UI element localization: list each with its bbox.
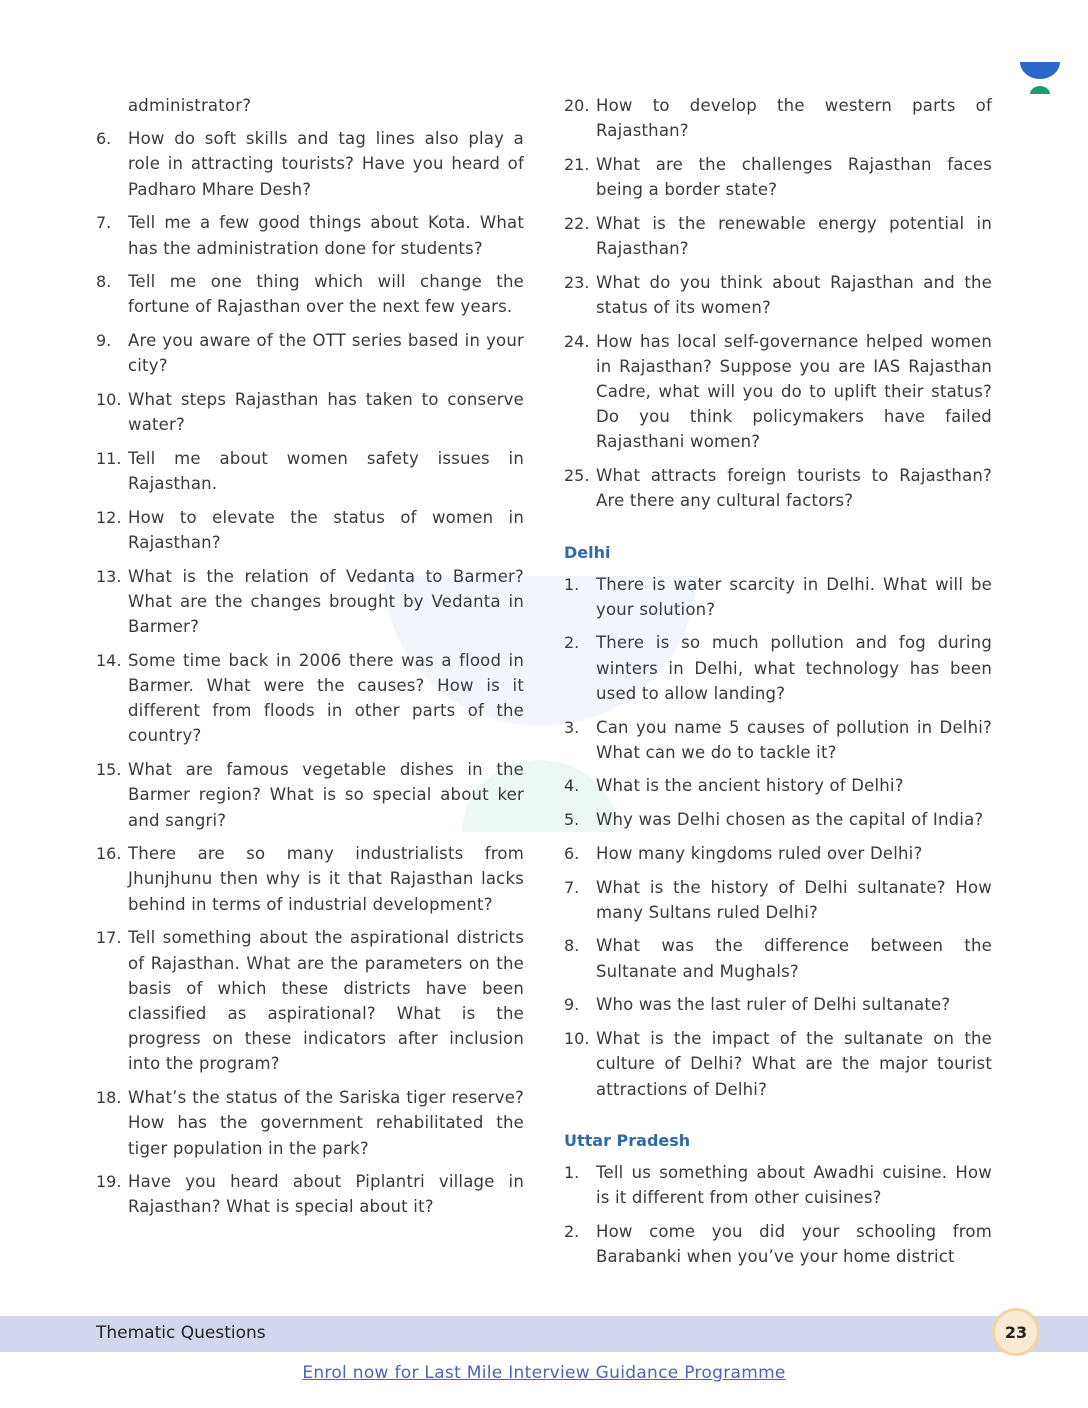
enrol-link[interactable]: Enrol now for Last Mile Interview Guidance Programme [302,1363,786,1383]
question-number: 9. [564,995,580,1015]
question-list-uttar-pradesh [564,1160,992,1269]
question-number: 6. [564,843,580,863]
question-item [564,93,992,143]
question-item [564,875,992,925]
question-text: Tell us something about Awadhi cuisine. How is it different from other cuisines? [596,1162,992,1207]
question-number: 5. [564,810,580,830]
question-number: 2. [564,633,580,653]
question-text: What do you think about Rajasthan and the status of its women? [596,272,992,317]
question-text: What’s the status of the Sariska tiger reserve? How has the government rehabilitated the tiger population in the park? [128,1088,524,1158]
question-number: 3. [564,717,580,737]
question-number: 4. [564,776,580,796]
question-number: 16. [96,844,122,864]
question-item [96,269,524,319]
page-number-badge: 23 [992,1308,1040,1356]
question-item [564,270,992,320]
question-text: What is the history of Delhi sultanate? How many Sultans ruled Delhi? [596,877,992,922]
question-item [96,757,524,833]
question-number: 10. [564,1029,590,1049]
question-item [564,152,992,202]
question-item [96,446,524,496]
question-text: What is the ancient history of Delhi? [596,776,904,796]
question-item [96,328,524,378]
question-number: 18. [96,1088,122,1108]
question-item [564,715,992,765]
question-number: 25. [564,466,590,486]
question-number: 1. [564,1162,580,1182]
question-number: 10. [96,390,122,410]
question-item [96,126,524,202]
question-text: Tell me about women safety issues in Rajasthan. [128,448,524,494]
question-number: 24. [564,331,590,351]
question-item [564,630,992,706]
section-title-uttar-pradesh: Uttar Pradesh [564,1130,691,1150]
question-item [564,572,992,622]
question-number: 9. [96,331,112,351]
question-number: 2. [564,1221,580,1241]
section-title-delhi: Delhi [564,542,611,562]
question-number: 7. [564,877,580,897]
question-item [564,841,992,866]
question-text: How to elevate the status of women in Rajasthan? [128,507,524,553]
question-item [96,841,524,917]
question-text: Why was Delhi chosen as the capital of India? [596,810,984,830]
question-item [564,329,992,455]
question-text: Tell something about the aspirational districts of Rajasthan. What are the parameters on the basis of which these districts have been classified as aspirational? What is the progress on these indicators after inclusion into the program? [128,928,524,1074]
question-number: 8. [96,272,112,292]
question-text: There is so much pollution and fog during winters in Delhi, what technology has been used to allow landing? [596,633,992,703]
continued-question-text: administrator? [128,96,252,115]
question-item [96,925,524,1076]
question-item [96,564,524,640]
question-list-delhi [564,572,992,1102]
question-text: What attracts foreign tourists to Rajasthan? Are there any cultural factors? [596,466,992,511]
question-number: 6. [96,129,112,149]
question-item [564,1219,992,1269]
question-number: 1. [564,574,580,594]
question-item [564,211,992,261]
question-text: Are you aware of the OTT series based in your city? [128,331,524,376]
question-item [564,1026,992,1102]
question-item [564,773,992,798]
question-text: Can you name 5 causes of pollution in Delhi? What can we do to tackle it? [596,717,992,762]
question-number: 11. [96,448,122,468]
question-list-right [564,93,992,514]
question-number: 20. [564,96,590,115]
question-text: How to develop the western parts of Rajasthan? [596,96,992,141]
question-text: How come you did your schooling from Barabanki when you’ve your home district [596,1221,992,1266]
question-text: Have you heard about Piplantri village in Rajasthan? What is special about it? [128,1172,524,1217]
question-text: What was the difference between the Sultanate and Mughals? [596,936,992,981]
question-item [564,1160,992,1210]
question-item [96,505,524,555]
question-list-left [96,126,524,1219]
question-text: How has local self-governance helped women in Rajasthan? Suppose you are IAS Rajasthan Cadre, what will you do to uplift their status? Do you think policymakers have failed Rajasthani women? [596,331,992,452]
question-item [564,992,992,1017]
footer-section-label: Thematic Questions [96,1323,266,1343]
right-column [564,93,992,1278]
question-item [564,463,992,513]
question-text: Some time back in 2006 there was a flood in Barmer. What were the causes? How is it different from floods in other parts of the country? [128,650,524,746]
question-text: Tell me one thing which will change the fortune of Rajasthan over the next few years. [128,272,524,317]
question-text: How do soft skills and tag lines also play a role in attracting tourists? Have you heard of Padharo Mhare Desh? [128,129,524,199]
question-text: What is the impact of the sultanate on the culture of Delhi? What are the major tourist attractions of Delhi? [596,1029,992,1099]
question-number: 13. [96,566,122,586]
question-item [96,387,524,437]
question-item [96,1085,524,1161]
brand-logo-icon [1018,60,1062,96]
question-text: There are so many industrialists from Jhunjhunu then why is it that Rajasthan lacks behind in terms of industrial development? [128,844,524,914]
question-text: What is the renewable energy potential in Rajasthan? [596,213,992,259]
question-text: What is the relation of Vedanta to Barmer? What are the changes brought by Vedanta in Barmer? [128,566,524,637]
question-text: There is water scarcity in Delhi. What will be your solution? [596,574,992,619]
question-item [96,1169,524,1219]
question-text: What are the challenges Rajasthan faces being a border state? [596,154,992,200]
left-column [96,93,524,1228]
question-item [564,807,992,832]
question-text: What are famous vegetable dishes in the Barmer region? What is so special about ker and sangri? [128,760,524,830]
question-number: 14. [96,650,122,670]
question-item [564,933,992,983]
question-number: 17. [96,928,122,948]
question-text: How many kingdoms ruled over Delhi? [596,843,923,863]
question-item [96,648,524,749]
question-number: 8. [564,936,580,956]
question-number: 15. [96,760,122,780]
question-number: 22. [564,213,590,233]
question-item [96,210,524,260]
footer-bar [0,1316,1088,1352]
question-text: Who was the last ruler of Delhi sultanate? [596,995,951,1015]
question-number: 12. [96,507,122,527]
question-number: 19. [96,1172,122,1192]
question-text: What steps Rajasthan has taken to conserve water? [128,390,524,435]
question-number: 21. [564,154,590,174]
question-number: 23. [564,272,590,292]
question-number: 7. [96,213,112,233]
question-text: Tell me a few good things about Kota. What has the administration done for students? [128,213,524,258]
